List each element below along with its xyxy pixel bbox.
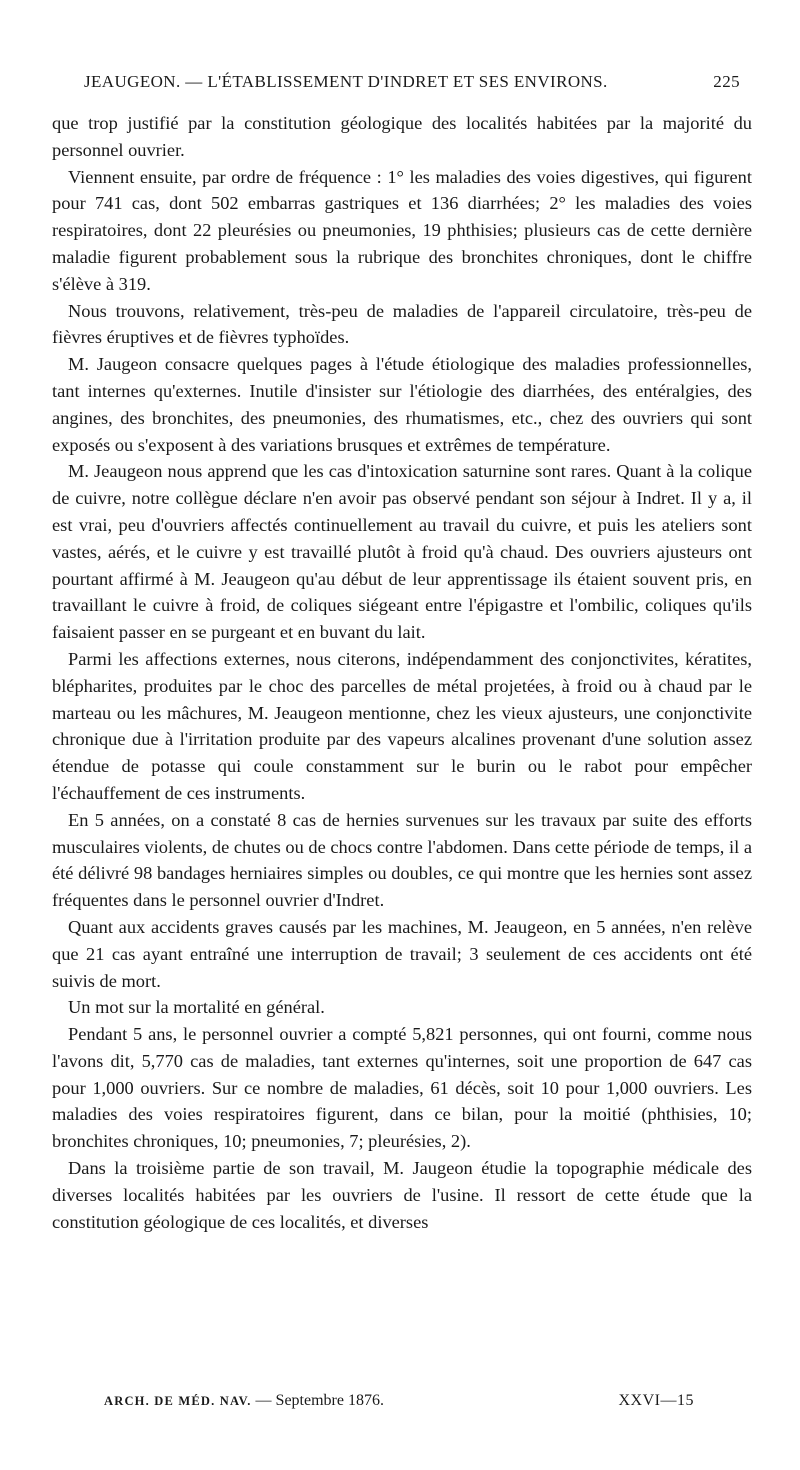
page-footer [104,1392,694,1418]
issue-date: — Septembre 1876. [255,1392,384,1409]
page-body [52,110,752,1235]
paragraph: Dans la troisième partie de son travail, M. Jaugeon étudie la topographie médicale des diverses localités habitées par les ouvriers de l'usine. Il ressort de cette étude que la constitution géologique de ces localités, et diverses [52,1158,752,1232]
page-number: 225 [713,72,740,91]
journal-name: ARCH. DE MÉD. NAV. [104,1394,252,1408]
paragraph: En 5 années, on a constaté 8 cas de hernies survenues sur les travaux par suite des efforts musculaires violents, de chutes ou de chocs contre l'abdomen. Dans cette période de temps, il a été délivré 98 bandages herniaires simples ou doubles, ce qui montre que les hernies sont assez fréquentes dans le personnel ouvrier d'Indret. [52,809,752,911]
paragraph: Quant aux accidents graves causés par les machines, M. Jeaugeon, en 5 années, n'en relève que 21 cas ayant entraîné une interruption de travail; 3 seulement de ces accidents ont été suivis de mort. [52,916,752,991]
journal-reference [104,1392,384,1410]
paragraph: que trop justifié par la constitution géologique des localités habitées par la majorité du personnel ouvrier. [52,113,752,160]
paragraph: Parmi les affections externes, nous citerons, indépendamment des conjonctivites, kératites, blépharites, produites par le choc des parcelles de métal projetées, à froid ou à chaud par le marteau ou les mâchures, M. Jeaugeon mentionne, chez les vieux ajusteurs, une conjonctivite chronique due à l'irritation produite par des vapeurs alcalines provenant d'une solution assez étendue de potasse qui coule constamment sur le burin ou le rabot pour empêcher l'échauffement de ces instruments. [52,648,752,803]
paragraph: Viennent ensuite, par ordre de fréquence : 1° les maladies des voies digestives, qui figurent pour 741 cas, dont 502 embarras gastriques et 136 diarrhées; 2° les maladies des voies respiratoires, dont 22 pleurésies ou pneumonies, 19 phthisies; plusieurs cas de cette dernière maladie figurent probablement sous la rubrique des bronchites chroniques, dont le chiffre s'élève à 319. [52,166,752,294]
running-title: JEAUGEON. — L'ÉTABLISSEMENT D'INDRET ET SES ENVIRONS. [84,72,608,91]
paragraph: M. Jeaugeon nous apprend que les cas d'intoxication saturnine sont rares. Quant à la colique de cuivre, notre collègue déclare n'en avoir pas observé pendant son séjour à Indret. Il y a, il est vrai, peu d'ouvriers affectés continuellement au travail du cuivre, et puis les ateliers sont vastes, aérés, et le cuivre y est travaillé plutôt à froid qu'à chaud. Des ouvriers ajusteurs ont pourtant affirmé à M. Jeaugeon qu'au début de leur apprentissage ils étaient souvent pris, en travaillant le cuivre à froid, de coliques siégeant entre l'épigastre et l'ombilic, coliques qu'ils faisaient passer en se purgeant et en buvant du lait. [52,461,752,643]
signature-mark: XXVI—15 [618,1392,694,1409]
paragraph: Pendant 5 ans, le personnel ouvrier a compté 5,821 personnes, qui ont fourni, comme nous l'avons dit, 5,770 cas de maladies, tant externes qu'internes, soit une proportion de 647 cas pour 1,000 ouvriers. Sur ce nombre de maladies, 61 décès, soit 10 pour 1,000 ouvriers. Les maladies des voies respiratoires figurent, dans ce bilan, pour la moitié (phthisies, 10; bronchites chroniques, 10; pneumonies, 7; pleurésies, 2). [52,1024,752,1152]
paragraph: Nous trouvons, relativement, très-peu de maladies de l'appareil circulatoire, très-peu de fièvres éruptives et de fièvres typhoïdes. [52,300,752,348]
paragraph: M. Jaugeon consacre quelques pages à l'étude étiologique des maladies professionnelles, tant internes qu'externes. Inutile d'insister sur l'étiologie des diarrhées, des entéralgies, des angines, des bronchites, des pneumonies, des rhumatismes, etc., chez des ouvriers qui sont exposés ou s'exposent à des variations brusques et extrêmes de température. [52,354,752,455]
running-header [62,72,740,102]
paragraph: Un mot sur la mortalité en général. [68,997,325,1018]
